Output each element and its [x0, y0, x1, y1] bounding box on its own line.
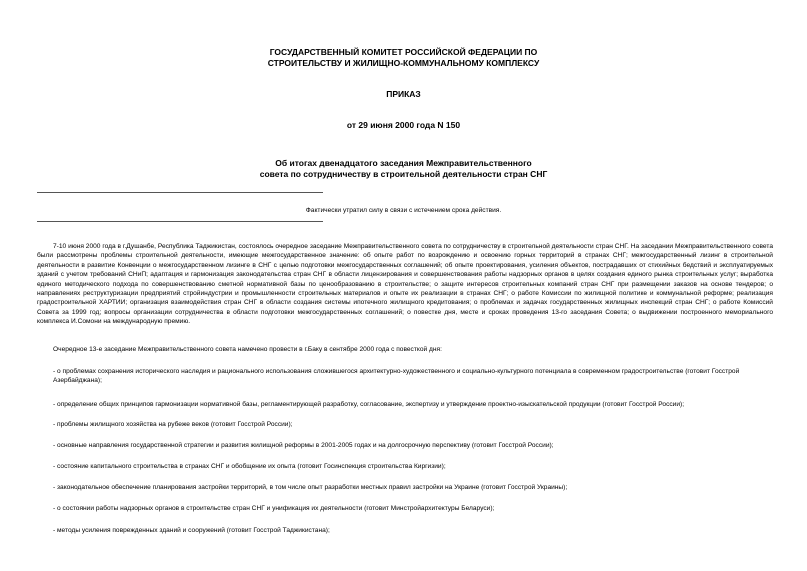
agenda-item: - о проблемах сохранения исторического наследия и рационального использования сложившегося архитектурно-художественного и социально-культурного потенциала в современном градостроительстве (готовит Госстрой Азербайджана);: [53, 368, 740, 385]
status-note: Фактически утратил силу в связи с истечением срока действия.: [305, 207, 502, 214]
next-meeting-text: Очередное 13-е заседание Межправительственного совета намечено провести в г.Баку в сентябре 2000 года с повесткой дня:: [53, 346, 442, 353]
intro-paragraph: [37, 242, 773, 327]
next-meeting-paragraph: [37, 345, 773, 354]
agenda-item: - определение общих принципов гармонизации нормативной базы, регламентирующей разработку, согласование, экспертизу и утверждение проектно-изыскательской продукции (готовит Госстрой России);: [53, 401, 685, 408]
document-title-line-1: Об итогах двенадцатого заседания Межправительственного: [275, 158, 532, 168]
document-type: ПРИКАЗ: [386, 89, 421, 99]
divider-bottom: [37, 221, 323, 222]
agenda-item: - о состоянии работы надзорных органов в строительстве стран СНГ и унификация их деятельности (готовит Минстройархитектуры Беларуси);: [53, 505, 495, 512]
divider-top: [37, 192, 323, 193]
agenda-item: - состояние капитального строительства в странах СНГ и обобщение их опыта (готовит Госинспекция строительства Киргизии);: [53, 463, 446, 470]
agenda-item: - основные направления государственной стратегии и развития жилищной реформы в 2001-2005 годах и на долгосрочную перспективу (готовит Госстрой России);: [53, 442, 554, 449]
issuer-line-1: ГОСУДАРСТВЕННЫЙ КОМИТЕТ РОССИЙСКОЙ ФЕДЕРАЦИИ ПО: [269, 47, 538, 57]
agenda-item: - проблемы жилищного хозяйства на рубеже веков (готовит Госстрой России);: [53, 421, 293, 428]
agenda-item: - методы усиления поврежденных зданий и сооружений (готовит Госстрой Таджикистана);: [53, 527, 330, 534]
intro-paragraph-text: 7-10 июня 2000 года в г.Душанбе, Республика Таджикистан, состоялось очередное заседание Межправительственного совета по сотрудничеству в строительной деятельности стран СНГ. На заседании Межправительственного совета были рассмотрены проблемы строительной деятельности, имеющие межгосударственное значение: об опыте работ по возрождению и освоению горных территорий в странах СНГ; межгосударственный лизинг в строительной деятельности в развитие Конвенции о межгосударственном лизинге в СНГ с целью подготовки межгосударственных соглашений; об опыте проектирования, усиления объектов, пострадавших от стихийных бедствий и эксплуатируемых зданий с учетом требований СНиП; адаптация и гармонизация законодательства стран СНГ в области лицензирования и совершенствования работы надзорных органов в целях создания единого рынка строительных услуг; выработка единого методического подхода по совершенствованию сметной нормативной базы по ценообразованию в строительстве; о защите интересов строительных компаний стран СНГ при размещении заказов на основе тендеров; о направлениях реструктуризации предприятий стройиндустрии и промышленности строительных материалов и опыте их реализации в странах СНГ; о работе Комиссии по жилищной политике и коммунальной реформе; реализация градостроительной ХАРТИИ; организация взаимодействия стран СНГ в области создания системы ипотечного жилищного кредитования; о проблемах и задачах государственных жилищных инспекций стран СНГ; о работе Комиссий Совета за 1999 год; вопросы организации сотрудничества в области подготовки межгосударственных соглашений; о повестке дня, месте и сроках проведения 13-го заседания Совета; о выдвижении построенного мемориального комплекса И.Сомони на международную премию.: [37, 243, 773, 326]
document-title-line-2: совета по сотрудничеству в строительной деятельности стран СНГ: [259, 169, 548, 179]
agenda-item: - законодательное обеспечение планирования застройки территорий, в том числе опыт разработки местных правил застройки на Украине (готовит Госстрой Украины);: [53, 484, 568, 491]
document-date-number: от 29 июня 2000 года N 150: [346, 120, 461, 130]
issuer-line-2: СТРОИТЕЛЬСТВУ И ЖИЛИЩНО-КОММУНАЛЬНОМУ КОМПЛЕКСУ: [267, 58, 540, 68]
